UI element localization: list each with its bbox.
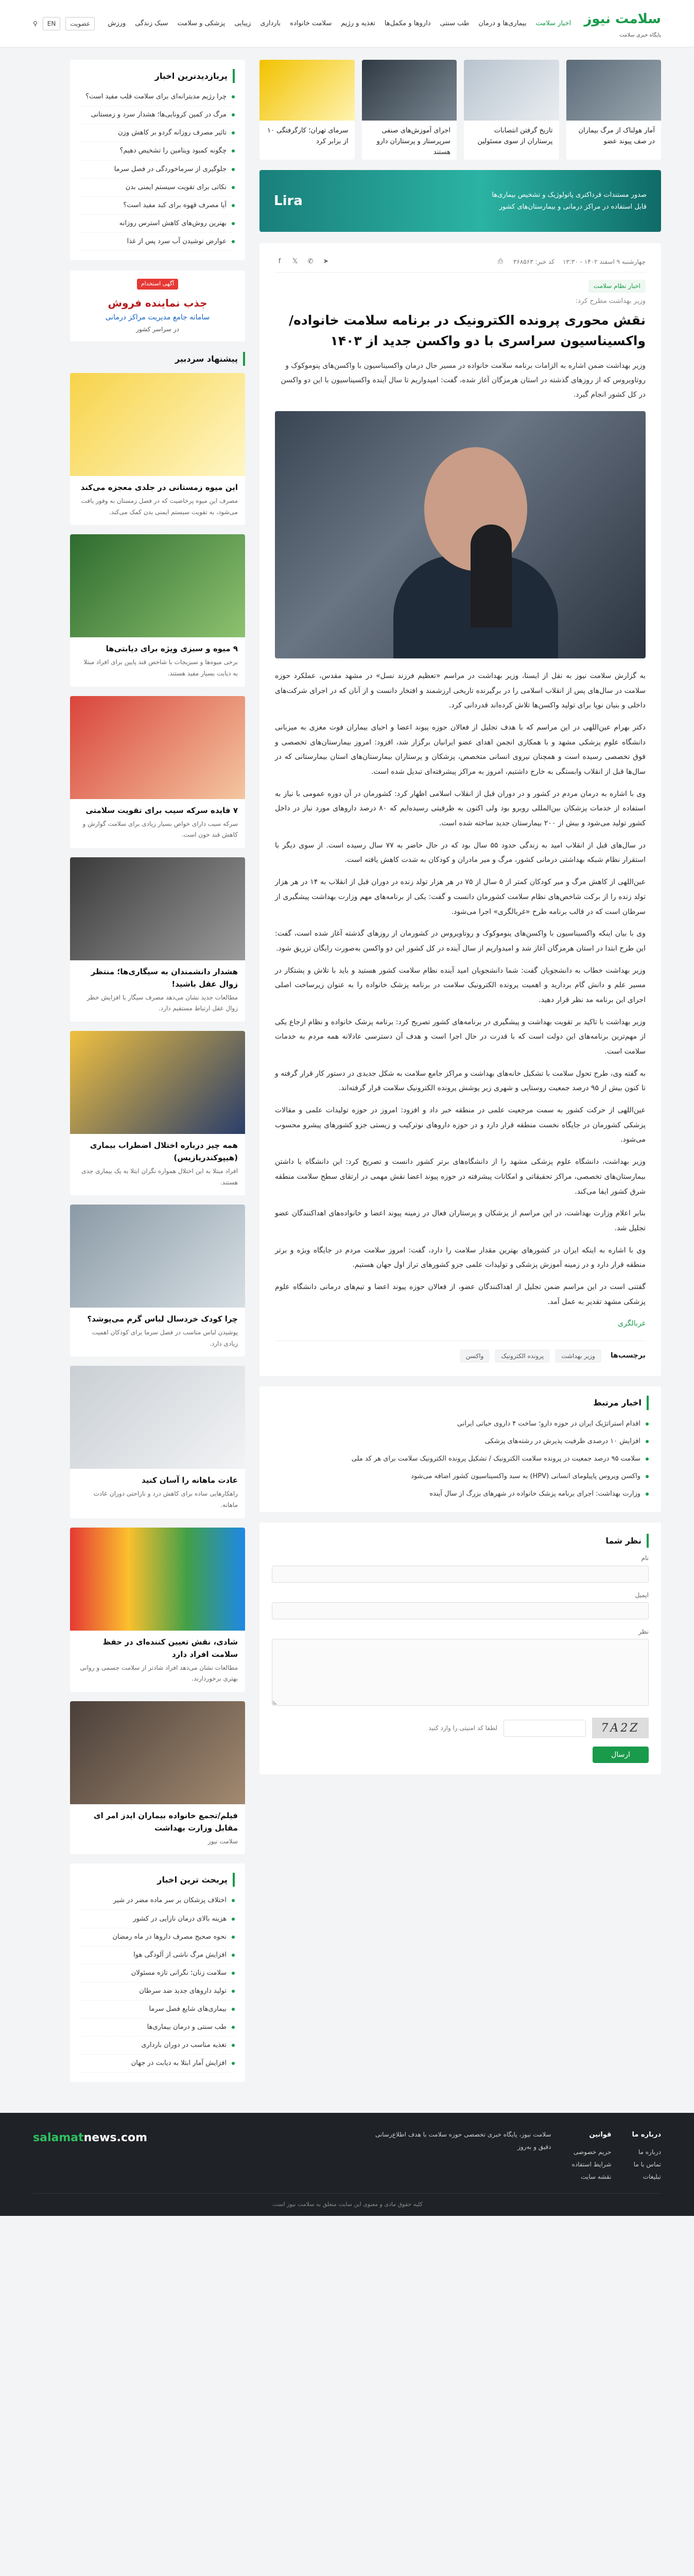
article-paragraph: وی با اشاره به اینکه ایران در کشورهای بهترین مقدار سلامت را دارد، گفت: امروز سلامت مردم در جایگاه ویژه و برتر منطقه قرار دارد و در زمینه آموزش پزشکی و تولیدات علمی جزو کشورهای تراز اول جهان هستیم. [275,1246,646,1269]
sidebar [70,60,245,2092]
card-desc: سلامت نیوز [207,1837,238,1845]
top-card[interactable] [362,60,457,160]
captcha-label: لطفا کد امنیتی را وارد کنید [428,1724,497,1732]
article-lead: وزیر بهداشت ضمن اشاره به الزامات برنامه سلامت خانواده در مسیر حال درمان واکسیناسیون با واکسن‌های پنوموکوک و روتاویروس که از روزهای گذشته در استان هرمزگان آغاز شده، گفت: امیدواریم تا سال آینده واکسیناسیون با این دو واکسن در کل کشور انجام گیرد. [281,361,646,399]
suggested-card[interactable] [70,1528,245,1692]
card-image [70,534,245,637]
popular-news [70,60,245,260]
ad-badge: آگهی استخدام [137,279,178,290]
card-image [70,373,245,476]
popular-item[interactable]: چگونه کمبود ویتامین را تشخیص دهیم؟ [80,142,235,160]
top-card-image [259,60,355,121]
card-title: شادی، نقش تعیین کننده‌ای در حفظ سلامت افراد دارد [102,1637,238,1659]
search-icon[interactable]: ⚲ [33,20,38,27]
nav-item-family[interactable]: سلامت خانواده [290,19,332,27]
article-body [275,669,646,1331]
popular-item[interactable]: عوارض نوشیدن آب سرد پس از غذا [80,233,235,251]
comments-title: نظر شما [272,1534,649,1548]
article-paragraph: گفتنی است در این مراسم ضمن تجلیل از اهداکنندگان عضو، از فعالان حوزه پیوند اعضا و تیم‌های درمانی دانشگاه علوم پزشکی مشهد تقدیر به عمل آمد. [275,1282,646,1306]
card-image [70,857,245,960]
ad-banner[interactable] [259,170,661,232]
card-title: همه چیز درباره اختلال اضطراب بیماری (هیپوکندریازیس) [90,1140,238,1162]
related-item[interactable]: واکسن ویروس پاپیلومای انسانی (HPV) به سبد واکسیناسیون کشور اضافه می‌شود [272,1468,649,1485]
article-paragraph: در سال‌های قبل از انقلاب امید به زندگی حدود ۵۵ سال بود که در حال حاضر به ۷۷ سال رسیده است. از سوی دیگر با استقرار نظام شبکه بهداشتی درمانی کشور، مرگ و میر مادران و کودکان به شدت کاهش یافته است. [275,841,646,865]
article-paragraph: وزیر بهداشت، دانشگاه علوم پزشکی مشهد را از دانشگاه‌های برتر کشور دانست و تصریح کرد: این دانشگاه با داشتن بیمارستان‌های تخصصی، مراکز تحقیقاتی و امکانات پیشرفته در حوزه پیوند اعضا نقش مهمی در ارتقای سطح سلامت منطقه شرق کشور ایفا می‌کند. [275,1158,646,1196]
footer-rules [572,2128,612,2183]
footer-link[interactable]: تماس با ما [633,2161,661,2168]
article-paragraph: دکتر بهرام عین‌اللهی در این مراسم که با هدف تجلیل از فعالان حوزه پیوند اعضا و احیای بیماران فوت مغزی به میزبانی دانشگاه علوم پزشکی مشهد و با همکاری انجمن اهدای عضو ایرانیان برگزار شد، افزود: امروز بیمارستان‌های تخصصی و فوق تخصصی رسیده است و همچنان نیروی انسانی متخصص، پزشکان و پرستاران بیمارستان‌های استان بیمارستانی که در سال‌ها قبل از انقلاب وابستگی به خارج داشتیم، امروز به مراکز پیشرفته‌ای تبدیل شده است. [275,723,646,776]
nav-item-lifestyle[interactable]: سبک زندگی [135,19,168,27]
card-image [70,1205,245,1308]
logo-text: سلامت نیوز [584,11,661,27]
ad-subtitle: سامانه جامع مدیریت مراکز درمانی [105,313,210,321]
card-title: هشدار دانشمندان به سیگاری‌ها؛ منتظر زوال عقل باشید! [91,967,238,989]
footer-about-title: درباره ما [632,2131,661,2139]
article-paragraph: به گفته وی، طرح تحول سلامت با تشکیل خانه‌های بهداشت و مراکز جامع سلامت به شکل جدیدی در دستور کار قرار گرفته و تا کنون بیش از ۹۵ درصد جمعیت روستایی و شهری زیر پوشش پرونده الکترونیک سلامت قرار گرفته‌اند. [275,1069,646,1093]
copyright: کلیه حقوق مادی و معنوی این سایت متعلق به سلامت نیوز است. [33,2193,661,2216]
card-image [70,696,245,799]
name-label: نام [641,1554,649,1562]
article-paragraph: وزیر بهداشت خطاب به دانشجویان گفت: شما دانشجویان امید آینده نظام سلامت کشور هستید و باید با تلاش و پشتکار در مسیر علم و دانش گام بردارید و اهمیت پرونده الکترونیک سلامت در برنامه پزشک خانواده را به عنوان زیرساخت اصلی اجرای این برنامه مد نظر قرار دهید. [275,966,646,1004]
top-card[interactable] [259,60,355,160]
popular-item[interactable]: جلوگیری از سرماخوردگی در فصل سرما [80,161,235,179]
suggested-card[interactable] [70,534,245,686]
top-card[interactable] [464,60,559,160]
card-image [70,1528,245,1631]
page-wrap [33,60,661,2092]
card-desc: پوشیدن لباس مناسب در فصل سرما برای کودکان اهمیت زیادی دارد. [92,1329,238,1347]
telegram-icon[interactable]: ➤ [323,258,329,266]
category-badge[interactable]: اخبار نظام سلامت [588,280,646,292]
footer-columns [366,2128,661,2183]
footer-link[interactable]: تبلیغات [643,2173,661,2181]
footer-about [632,2128,661,2183]
article-paragraph: عین‌اللهی از کاهش مرگ و میر کودکان کمتر از ۵ سال از ۷۵ در هر هزار تولد زنده در دوران قبل از انقلاب به ۱۴ در هر هزار تولد زنده را از برکت شاخص‌های نظام سلامت کشورمان دانست و گفت: یکی از برنامه‌های مهم وزارت بهداشت پیشگیری از سرطان است که در قالب برنامه طرح «غربالگری» اجرا می‌شود. [275,878,646,916]
tag-list [275,1341,646,1363]
related-title: اخبار مرتبط [272,1396,649,1410]
name-field-wrap [272,1553,649,1582]
nav-item-news[interactable]: اخبار سلامت [535,19,571,27]
card-image [70,1031,245,1134]
footer-desc: سلامت نیوز، پایگاه خبری تخصصی حوزه سلامت با هدف اطلاع‌رسانی دقیق و به‌روز [375,2131,551,2151]
top-cards [259,60,661,160]
image-microphone [471,524,512,628]
banner-line-1: صدور مستندات قرداکتری پاتولوژیک و تشخیص بیماری‌ها [492,191,647,199]
card-title: ۹ میوه و سبزی ویژه برای دیابتی‌ها [106,644,238,654]
meta-info [496,257,646,267]
main-nav [108,18,571,29]
sidebar-ad[interactable] [70,270,245,342]
whatsapp-icon[interactable]: ✆ [307,258,314,266]
nav-item-sport[interactable]: ورزش [108,19,126,27]
comment-textarea[interactable] [272,1639,649,1706]
top-card-image [362,60,457,121]
card-title: عادت ماهانه را آسان کنید [142,1476,238,1485]
email-field-wrap [272,1590,649,1619]
card-title: این میوه زمستانی در جلدی معجزه می‌کند [80,483,238,493]
recent-news [70,1863,245,2082]
name-input[interactable] [272,1566,649,1583]
banner-brand: Lira [274,193,303,209]
popular-item[interactable]: نکاتی برای تقویت سیستم ایمنی بدن [80,179,235,197]
card-desc: برخی میوه‌ها و سبزیجات با شاخص قند پایین برای افراد مبتلا به دیابت بسیار مفید هستند. [83,658,238,677]
footer-rules-title: قوانین [589,2131,612,2139]
banner-text [492,189,647,213]
tag-item[interactable]: وزیر بهداشت [555,1349,601,1363]
site-footer [0,2113,694,2216]
captcha-input[interactable] [504,1720,586,1737]
card-title: ۷ فایده سرکه سیب برای تقویت سلامتی [85,805,238,815]
article-meta [275,257,646,273]
top-card-title: آمار هولناک از مرگ بیماران در صف پیوند عضو [578,127,655,145]
site-logo[interactable] [584,8,661,39]
recent-item[interactable]: افزایش مرگ ناشی از آلودگی هوا [80,1946,235,1964]
suggested-card[interactable] [70,857,245,1022]
ad-title: جذب نماینده فروش [108,296,207,309]
article-image [275,411,646,658]
recent-title: پربحث ترین اخبار [80,1873,235,1887]
comment-field-wrap [272,1626,649,1710]
recent-item[interactable]: طب سنتی و درمان بیماری‌ها [80,2019,235,2037]
code-value: ۳۶۸۵۶۳ [513,258,533,265]
tags-label: برچسب‌ها [610,1351,646,1360]
card-desc: مطالعات جدید نشان می‌دهد مصرف سیگار با افزایش خطر زوال عقل ارتباط مستقیم دارد. [86,993,238,1012]
nav-item-drugs[interactable]: داروها و مکمل‌ها [384,19,431,27]
related-item[interactable]: سلامت ۹۵ درصد جمعیت در پرونده سلامت الکترونیک / تشکیل پرونده الکترونیک سلامت برای هر کد ملی [272,1450,649,1468]
article-paragraph: وزیر بهداشت با تاکید بر تقویت بهداشت و پیشگیری در برنامه‌های کشور تصریح کرد: برنامه پزشک خانواده و نظام ارجاع یکی از مهم‌ترین برنامه‌های این دولت است که با قدرت در حال اجرا است و هدف آن دسترسی عادلانه همه مردم به خدمات سلامت است. [275,1018,646,1056]
comment-label: نظر [638,1628,649,1636]
captcha-image: 7A2Z [592,1718,649,1738]
related-item[interactable]: وزارت بهداشت: اجرای برنامه پزشک خانواده در شهرهای بزرگ از سال آینده [272,1485,649,1503]
nav-item-medicine[interactable]: پزشکی و سلامت [177,19,225,27]
nav-item-nutrition[interactable]: تغذیه و رژیم [341,19,375,27]
card-desc: افراد مبتلا به این اختلال همواره نگران ابتلا به یک بیماری جدی هستند. [81,1167,238,1186]
footer-link[interactable]: شرایط استفاده [571,2161,612,2168]
article [259,243,661,1376]
twitter-icon[interactable]: 𝕏 [292,258,298,266]
suggested-card[interactable] [70,1205,245,1357]
code-label: کد خبر: [535,258,554,265]
top-card-title: تاریخ گرفتن انتصابات پرستاران از سوی مسئولین [477,127,553,145]
captcha-row [272,1718,649,1738]
logo-subtitle: پایگاه خبری سلامت [619,32,661,38]
card-title: چرا کودک خردسال لباس گرم می‌پوشد؟ [87,1314,238,1324]
nav-item-pregnancy[interactable]: بارداری [260,19,281,27]
recent-item[interactable]: سلامت زنان؛ نگرانی تازه مسئولان [80,1964,235,1982]
top-card-title: اجرای آموزش‌های صنفی سرپرستار و پرستاران دارو هستند [376,127,450,156]
top-card-image [464,60,559,121]
suggested-card[interactable] [70,1031,245,1195]
related-news [259,1386,661,1512]
article-code [513,257,554,267]
popular-item[interactable]: آیا مصرف قهوه برای کبد مفید است؟ [80,197,235,215]
article-paragraph: به گزارش سلامت نیوز به نقل از ایسنا، وزیر بهداشت در مراسم «تعظیم فرزند نسل» در مشهد مقدس، عملکرد حوزه سلامت در سال‌های پس از انقلاب اسلامی را در برگیرنده تاریخی ارزشمند و افتخار دانست و از آنان که در اجرای شرکت‌های داخلی و بنیان نوپا برای تولید واکسن‌ها تلاش کرده‌اند قدردانی کرد. [275,671,646,710]
tag-item[interactable]: واکسن [460,1349,490,1363]
tag-item[interactable]: پرونده الکترونیک [495,1349,550,1363]
card-desc: راهکارهایی ساده برای کاهش درد و ناراحتی دوران عادت ماهانه. [93,1490,238,1509]
header-tools [33,17,95,30]
popular-item[interactable]: چرا رژیم مدیترانه‌ای برای سلامت قلب مفید است؟ [80,88,235,106]
article-title: نقش محوری پرونده الکترونیک در برنامه سلامت خانواده/ واکسیناسیون سراسری با دو واکسن جدید از ۱۴۰۳ [288,312,646,348]
top-card-image [566,60,662,121]
banner-line-2: قابل استفاده در مراکز درمانی و بیمارستان‌های کشور [499,203,647,211]
related-item[interactable]: افزایش ۱۰ درصدی ظرفیت پذیرش در رشته‌های پزشکی [272,1433,649,1450]
suggested-title: پیشنهاد سردبیر [70,352,245,366]
nav-item-beauty[interactable]: زیبایی [234,19,251,27]
recent-item[interactable]: هزینه بالای درمان نازایی در کشور [80,1910,235,1928]
card-desc: مطالعات نشان می‌دهد افراد شادتر از سلامت جسمی و روانی بهتری برخوردارند. [80,1664,238,1683]
print-icon[interactable]: ⎙ [497,258,504,266]
nav-item-traditional[interactable]: طب سنتی [440,19,470,27]
article-paragraph: وی با بیان اینکه واکسیناسیون با واکسن‌های پنوموکوک و روتاویروس در کشورمان از روزهای گذشته آغاز شده است، گفت: این طرح ابتدا در استان هرمزگان آغاز شد و امیدواریم از سال آینده در کل کشور این دو واکسن به‌صورت رایگان تزریق شود. [275,929,646,953]
card-title: فیلم/تجمع خانواده بیماران ایدز امر ای مقابل وزارت بهداشت [93,1810,238,1833]
suggested-card[interactable] [70,1366,245,1518]
card-desc: مصرف این میوه پرخاصیت که در فصل زمستان به وفور یافت می‌شود، به تقویت سیستم ایمنی بدن کمک می‌کند. [81,497,238,516]
popular-item[interactable]: تاثیر مصرف روزانه گردو بر کاهش وزن [80,124,235,142]
article-date: چهارشنبه ۹ اسفند ۱۴۰۲ - ۱۳:۳۰ [563,258,646,265]
footer-logo[interactable]: salamatnews.com [33,2131,148,2145]
submit-button[interactable]: ارسال [593,1747,649,1763]
article-paragraph: بنابر اعلام وزارت بهداشت، در این مراسم از پزشکان و پرستاران فعال در زمینه پیوند اعضا و خانواده‌های اهداکنندگان عضو تجلیل شد. [275,1209,646,1232]
suggested-card[interactable] [70,1701,245,1855]
suggested-card[interactable] [70,696,245,848]
recent-item[interactable]: افزایش آمار ابتلا به دیابت در جهان [80,2055,235,2073]
article-paragraph: وی با اشاره به درمان مردم در کشور و در دوران قبل از انقلاب اسلامی اظهار کرد: کشورمان در آن دوره عمومی با نیاز به استفاده از خدمات پزشکان بین‌المللی روبرو بود ولی اکنون به ظرفیتی رسیده‌ایم که ۸۰ درصد داروهای مورد نیاز در داخل کشور تولید می‌شود و بیش از ۲۰۰ بیمارستان جدید ساخته شده است. [275,789,646,828]
footer-link[interactable]: نقشه سایت [581,2173,612,2181]
email-input[interactable] [272,1602,649,1619]
suggested-card[interactable] [70,373,245,525]
article-paragraph: عین‌اللهی از حرکت کشور به سمت مرجعیت علمی در منطقه خبر داد و افزود: امروز در حوزه تولیدات علمی و مقالات پزشکی کشورمان در جایگاه نخست منطقه قرار دارد و در حوزه داروهای نوترکیب و زیستی جزو کشورهای پیشرو محسوب می‌شود. [275,1106,646,1144]
lang-button[interactable]: EN [43,17,61,30]
popular-item[interactable]: مرگ در کمین کرونایی‌ها؛ هشدار سرد و زمستانی [80,106,235,124]
comment-form [259,1522,661,1774]
popular-title: پربازدیدترین اخبار [80,69,235,83]
popular-item[interactable]: بهترین روش‌های کاهش استرس روزانه [80,215,235,233]
footer-link[interactable]: درباره ما [638,2148,661,2156]
lead-title: وزیر بهداشت مطرح کرد: [575,297,646,305]
recent-item[interactable]: تغذیه مناسب در دوران بارداری [80,2037,235,2055]
email-label: ایمیل [635,1591,649,1599]
card-desc: سرکه سیب دارای خواص بسیار زیادی برای سلامت گوارش و کاهش قند خون است. [82,820,238,839]
login-button[interactable]: عضویت [65,17,95,30]
facebook-icon[interactable]: f [278,258,281,266]
share-icons [275,257,331,266]
related-item[interactable]: اقدام استراتژیک ایران در حوزه دارو؛ ساخت ۴ داروی حیاتی ایرانی [272,1415,649,1433]
recent-item[interactable]: نحوه صحیح مصرف داروها در ماه رمضان [80,1928,235,1946]
top-card[interactable] [566,60,662,160]
main-column [259,60,661,1774]
top-card-title: سرمای تهران؛ کارگرفتگی ۱۰ از برابر کرد [267,127,349,145]
card-image [70,1366,245,1469]
recent-item[interactable]: تولید داروهای جدید ضد سرطان [80,1982,235,2001]
recent-item[interactable]: اختلاف پزشکان بر سر ماده مضر در شیر [80,1892,235,1910]
recent-item[interactable]: بیماری‌های شایع فصل سرما [80,2001,235,2019]
nav-item-diseases[interactable]: بیماری‌ها و درمان [478,19,527,27]
ad-note: در سراسر کشور [136,325,179,333]
card-image [70,1701,245,1804]
footer-link[interactable]: حریم خصوصی [574,2148,612,2156]
site-header [0,0,694,47]
highlight-word[interactable]: غربالگری [618,1319,646,1328]
